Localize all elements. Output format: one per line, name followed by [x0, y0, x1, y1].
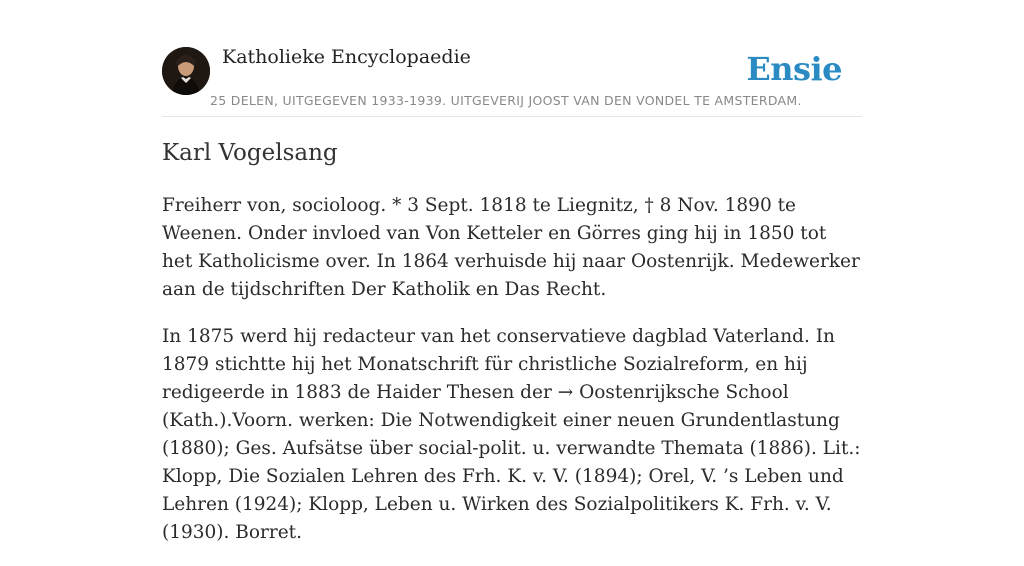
page-container — [162, 0, 862, 543]
site-header — [162, 0, 862, 117]
site-subtitle: 25 DELEN, UITGEGEVEN 1933-1939. UITGEVERIJ JOOST VAN DEN VONDEL TE AMSTERDAM. — [210, 93, 802, 108]
entry-paragraph-1: Freiherr von, socioloog. * 3 Sept. 1818 te Liegnitz, † 8 Nov. 1890 te Weenen. Onder invloed van Von Ketteler en Görres ging hij in 1850 tot het Katholicisme over. In 1864 verhuisde hij naar Oostenrijk. Medewerker aan de tijdschriften Der Katholik en Das Recht. — [162, 195, 860, 300]
entry-body — [162, 192, 862, 566]
ensie-logo[interactable]: Ensie — [746, 50, 842, 88]
entry-paragraph-2: In 1875 werd hij redacteur van het conservatieve dagblad Vaterland. In 1879 stichtte hij het Monatschrift für christliche Sozialreform, en hij redigeerde in 1883 de Haider Thesen der → Oostenrijksche School (Kath.).Voorn. werken: Die Notwendigkeit einer neuen Grundentlastung (1880); Ges. Aufsätse über social-polit. u. verwandte Themata (1886). Lit.: Klopp, Die Sozialen Lehren des Frh. K. v. V. (1894); Orel, V. ’s Leben und Lehren (1924); Klopp, Leben u. Wirken des Sozialpolitikers K. Frh. v. V. (1930). Borret. — [162, 326, 861, 543]
site-title[interactable]: Katholieke Encyclopaedie — [222, 46, 471, 68]
portrait-avatar-icon[interactable] — [162, 47, 210, 95]
entry-title: Karl Vogelsang — [162, 140, 338, 166]
